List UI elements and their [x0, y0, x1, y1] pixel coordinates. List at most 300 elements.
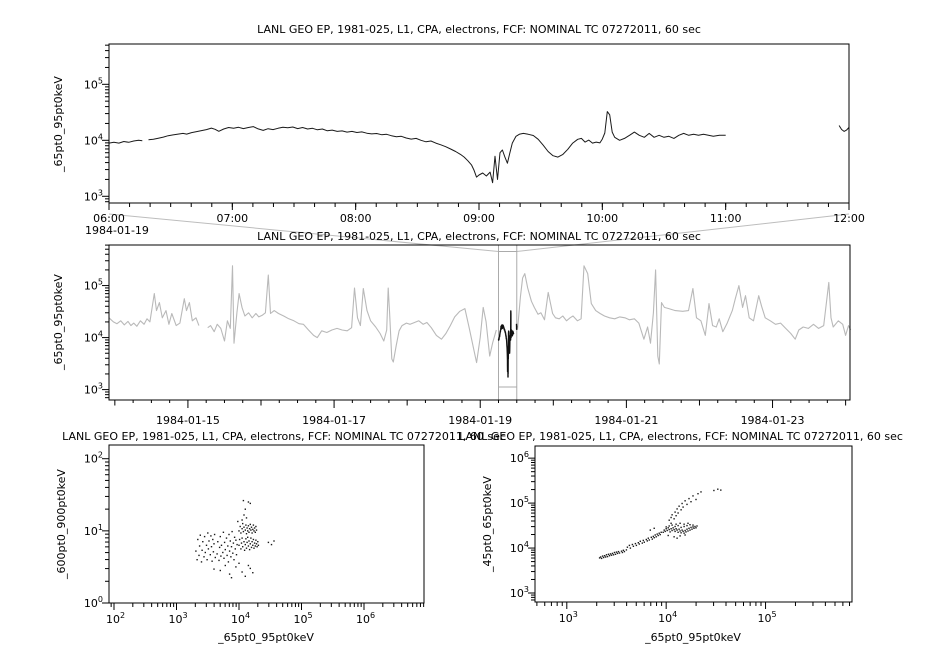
- scatter-point: [672, 527, 673, 528]
- scatter-point: [630, 547, 631, 548]
- scatter-point: [252, 529, 253, 530]
- panel-top-timeseries: [52, 23, 865, 237]
- scatter-point: [248, 525, 249, 526]
- scatter-point: [253, 530, 254, 531]
- scatter-point: [600, 556, 601, 557]
- scatter-point: [616, 551, 617, 552]
- scatter-point: [623, 550, 624, 551]
- scatter-point: [636, 545, 637, 546]
- scatter-point: [604, 555, 605, 556]
- scatter-point: [642, 542, 643, 543]
- scatter-point: [607, 556, 608, 557]
- scatter-point: [626, 549, 627, 550]
- scatter-point: [258, 545, 259, 546]
- x-tick-label: 1984-01-23: [740, 414, 805, 427]
- scatter-point: [663, 532, 664, 533]
- scatter-point: [244, 550, 245, 551]
- scatter-point: [213, 543, 214, 544]
- scatter-point: [695, 527, 696, 528]
- scatter-point: [683, 533, 684, 534]
- scatter-point: [682, 531, 683, 532]
- y-tick-label: $10^6$: [509, 450, 529, 466]
- scatter-point: [253, 539, 254, 540]
- scatter-point: [246, 517, 247, 518]
- x-tick-label: 1984-01-17: [302, 414, 367, 427]
- x-tick-label: $10^3$: [558, 610, 578, 625]
- scatter-point: [680, 527, 681, 528]
- scatter-point: [239, 539, 240, 540]
- scatter-point: [246, 548, 247, 549]
- scatter-point: [700, 491, 701, 492]
- scatter-point: [227, 545, 228, 546]
- y-axis-label: _65pt0_95pt0keV: [52, 76, 65, 172]
- scatter-point: [669, 529, 670, 530]
- scatter-point: [679, 535, 680, 536]
- scatter-point: [713, 490, 714, 491]
- scatter-point: [241, 528, 242, 529]
- scatter-point: [689, 524, 690, 525]
- x-tick-label: 08:00: [339, 212, 372, 225]
- top-timeseries-plot-area[interactable]: [109, 44, 849, 203]
- scatter-point: [243, 531, 244, 532]
- scatter-point: [224, 542, 225, 543]
- x-tick-label: $10^6$: [356, 611, 376, 626]
- scatter-point: [235, 540, 236, 541]
- scatter-point: [686, 504, 687, 505]
- scatter-point: [233, 542, 234, 543]
- x-tick-label: 1984-01-19: [448, 414, 513, 427]
- scatter-point: [657, 533, 658, 534]
- scatter-point: [201, 550, 202, 551]
- y-axis-label: _600pt0_900pt0keV: [55, 469, 68, 579]
- scatter-point: [684, 534, 685, 535]
- scatter-point: [242, 523, 243, 524]
- scatter-point: [650, 529, 651, 530]
- scatter-point: [688, 498, 689, 499]
- scatter-point: [236, 554, 237, 555]
- scatter-point: [248, 565, 249, 566]
- scatter-point: [654, 537, 655, 538]
- scatter-point: [205, 552, 206, 553]
- scatter-point: [206, 545, 207, 546]
- scatter-point: [204, 536, 205, 537]
- scatter-point: [646, 539, 647, 540]
- scatter-point: [696, 525, 697, 526]
- scatter-point: [200, 535, 201, 536]
- scatter-point: [218, 560, 219, 561]
- scatter-point: [673, 518, 674, 519]
- data-series-line: [109, 294, 199, 327]
- scatter-point: [670, 528, 671, 529]
- scatter-point: [651, 537, 652, 538]
- scatter-point: [684, 530, 685, 531]
- x-tick-label: 12:00: [833, 212, 865, 225]
- scatter-point: [676, 529, 677, 530]
- scatter-point: [240, 526, 241, 527]
- scatter-point: [677, 512, 678, 513]
- scatter-point: [666, 526, 667, 527]
- x-tick-label: 1984-01-15: [155, 414, 220, 427]
- scatter-point: [676, 538, 677, 539]
- scatter-point: [675, 515, 676, 516]
- scatter-point: [717, 489, 718, 490]
- scatter-point: [679, 523, 680, 524]
- scatter-point: [248, 540, 249, 541]
- scatter-point: [624, 551, 625, 552]
- scatter-point: [682, 506, 683, 507]
- scatter-point: [256, 546, 257, 547]
- y-tick-label: $10^4$: [83, 329, 103, 345]
- scatter-point: [240, 548, 241, 549]
- scatter-point: [238, 563, 239, 564]
- scatter-point: [254, 542, 255, 543]
- scatter-point: [644, 542, 645, 543]
- scatter-point: [691, 529, 692, 530]
- scatter-point: [720, 489, 721, 490]
- scatter-point: [210, 554, 211, 555]
- scatter-point: [667, 530, 668, 531]
- scatter-point: [243, 514, 244, 515]
- scatter-point: [685, 531, 686, 532]
- scatter-point: [686, 525, 687, 526]
- scatter-point: [255, 540, 256, 541]
- scatter-point: [605, 556, 606, 557]
- scatter-point: [254, 527, 255, 528]
- scatter-point: [627, 547, 628, 548]
- scatter-point: [203, 556, 204, 557]
- scatter-point: [687, 530, 688, 531]
- scatter-point: [220, 555, 221, 556]
- scatter-point: [226, 537, 227, 538]
- scatter-point: [619, 552, 620, 553]
- x-axis-label: _65pt0_95pt0keV: [645, 631, 741, 644]
- scatter-point: [251, 547, 252, 548]
- scatter-point: [251, 532, 252, 533]
- scatter-point: [677, 525, 678, 526]
- scatter-point: [211, 546, 212, 547]
- scatter-point: [237, 521, 238, 522]
- scatter-point: [250, 568, 251, 569]
- scatter-point: [231, 546, 232, 547]
- scatter-point: [246, 542, 247, 543]
- scatter-point: [230, 556, 231, 557]
- scatter-point: [629, 545, 630, 546]
- scatter-point: [674, 511, 675, 512]
- scatter-point: [639, 543, 640, 544]
- y-tick-label: $10^3$: [509, 585, 529, 601]
- y-tick-label: $10^1$: [83, 522, 103, 538]
- scatter-point: [611, 555, 612, 556]
- x-tick-label: 07:00: [216, 212, 249, 225]
- scatter-point: [228, 534, 229, 535]
- scatter-point: [217, 541, 218, 542]
- scatter-point: [231, 531, 232, 532]
- y-tick-label: $10^0$: [83, 595, 103, 610]
- scatter-point: [671, 514, 672, 515]
- scatter-point: [202, 541, 203, 542]
- scatter-point: [223, 532, 224, 533]
- y-axis-label: _65pt0_95pt0keV: [52, 274, 65, 370]
- scatter-point: [681, 503, 682, 504]
- scatter-point: [251, 541, 252, 542]
- scatter-point: [208, 540, 209, 541]
- panel-title: LANL GEO EP, 1981-025, L1, CPA, electrons, FCF: NOMINAL TC 07272011, 60 sec: [257, 23, 701, 36]
- scatter-point: [676, 508, 677, 509]
- x-tick-label: 09:00: [463, 212, 495, 225]
- scatter-point: [234, 537, 235, 538]
- scatter-points: [599, 489, 722, 560]
- scatter-point: [697, 493, 698, 494]
- scatter-point: [249, 549, 250, 550]
- data-series-line: [109, 140, 142, 143]
- scatter-point: [225, 549, 226, 550]
- scatter-point: [243, 500, 244, 501]
- scatter-point: [664, 529, 665, 530]
- scatter-point: [659, 533, 660, 534]
- panel-context-timeseries: [52, 230, 851, 427]
- scatter-point: [693, 528, 694, 529]
- scatter-point: [613, 554, 614, 555]
- scatter-point: [213, 551, 214, 552]
- scatter-point: [688, 528, 689, 529]
- x-tick-label: 06:00: [93, 212, 125, 225]
- scatter-point: [256, 543, 257, 544]
- scatter-point: [622, 552, 623, 553]
- scatter-point: [609, 555, 610, 556]
- scatter-point: [601, 558, 602, 559]
- x-tick-label: $10^4$: [231, 611, 251, 626]
- scatter-point: [268, 542, 269, 543]
- scatter-point: [653, 536, 654, 537]
- scatter-point: [233, 559, 234, 560]
- scatter-point: [210, 535, 211, 536]
- scatter-600-900-plot-area[interactable]: [109, 445, 424, 603]
- scatter-point: [238, 530, 239, 531]
- scatter-point: [612, 553, 613, 554]
- scatter-point: [255, 532, 256, 533]
- scatter-point: [223, 558, 224, 559]
- scatter-point: [211, 561, 212, 562]
- data-series-line: [499, 338, 500, 341]
- scatter-point: [684, 500, 685, 501]
- panel-title: LANL GEO EP, 1981-025, L1, CPA, electrons, FCF: NOMINAL TC 07272011, 60 sec: [459, 430, 903, 443]
- scatter-point: [273, 540, 274, 541]
- data-series-line: [839, 126, 849, 132]
- scatter-point: [658, 535, 659, 536]
- scatter-point: [635, 543, 636, 544]
- scatter-point: [236, 544, 237, 545]
- scatter-point: [252, 545, 253, 546]
- scatter-point: [656, 536, 657, 537]
- scatter-point: [238, 545, 239, 546]
- scatter-point: [212, 539, 213, 540]
- scatter-point: [680, 509, 681, 510]
- scatter-point: [197, 539, 198, 540]
- y-tick-label: $10^4$: [83, 132, 103, 148]
- scatter-point: [247, 530, 248, 531]
- scatter-point: [213, 568, 214, 569]
- scatter-point: [670, 517, 671, 518]
- scatter-point: [225, 565, 226, 566]
- data-series-line: [518, 266, 851, 364]
- scatter-point: [248, 501, 249, 502]
- scatter-point: [617, 553, 618, 554]
- scatter-point: [229, 550, 230, 551]
- scatter-point: [669, 531, 670, 532]
- scatter-point: [245, 538, 246, 539]
- scatter-point: [245, 529, 246, 530]
- scatter-point: [250, 503, 251, 504]
- scatter-point: [681, 529, 682, 530]
- scatter-point: [257, 541, 258, 542]
- scatter-point: [606, 554, 607, 555]
- x-axis-label: _65pt0_95pt0keV: [218, 631, 314, 644]
- scatter-point: [669, 520, 670, 521]
- scatter-point: [638, 542, 639, 543]
- context-timeseries-plot-area[interactable]: [109, 245, 850, 400]
- scatter-point: [683, 526, 684, 527]
- scatter-point: [654, 528, 655, 529]
- y-axis-label: _45pt0_65pt0keV: [481, 476, 494, 572]
- scatter-point: [232, 553, 233, 554]
- x-tick-label: 11:00: [709, 212, 742, 225]
- scatter-point: [250, 543, 251, 544]
- scatter-point: [660, 534, 661, 535]
- scatter-point: [219, 547, 220, 548]
- scatter-points: [195, 500, 274, 579]
- scatter-point: [610, 553, 611, 554]
- scatter-point: [633, 546, 634, 547]
- scatter-point: [671, 530, 672, 531]
- scatter-point: [235, 566, 236, 567]
- scatter-45-65-plot-area[interactable]: [535, 446, 852, 602]
- scatter-point: [692, 524, 693, 525]
- scatter-point: [674, 531, 675, 532]
- scatter-point: [618, 551, 619, 552]
- scatter-point: [216, 553, 217, 554]
- scatter-point: [226, 555, 227, 556]
- x-tick-label: 10:00: [586, 212, 619, 225]
- scatter-point: [673, 529, 674, 530]
- scatter-point: [215, 557, 216, 558]
- scatter-point: [220, 570, 221, 571]
- scatter-point: [675, 528, 676, 529]
- y-tick-label: $10^5$: [83, 277, 103, 293]
- scatter-point: [243, 527, 244, 528]
- scatter-point: [246, 527, 247, 528]
- scatter-point: [255, 545, 256, 546]
- scatter-point: [649, 539, 650, 540]
- scatter-point: [677, 532, 678, 533]
- scatter-point: [678, 529, 679, 530]
- y-tick-label: $10^5$: [83, 76, 103, 92]
- data-series-line: [149, 112, 726, 183]
- scatter-point: [640, 541, 641, 542]
- scatter-point: [615, 554, 616, 555]
- scatter-point: [655, 534, 656, 535]
- panel-title: LANL GEO EP, 1981-025, L1, CPA, electrons, FCF: NOMINAL TC 07272011, 60 sec: [62, 430, 506, 443]
- scatter-point: [230, 540, 231, 541]
- scatter-point: [602, 555, 603, 556]
- scatter-point: [250, 537, 251, 538]
- scatter-point: [208, 548, 209, 549]
- scatter-point: [683, 524, 684, 525]
- data-series-line: [500, 311, 514, 377]
- scatter-point: [687, 523, 688, 524]
- scatter-point: [231, 577, 232, 578]
- y-tick-label: $10^2$: [83, 450, 103, 466]
- scatter-point: [665, 531, 666, 532]
- scatter-point: [608, 554, 609, 555]
- scatter-point: [674, 526, 675, 527]
- scatter-point: [690, 501, 691, 502]
- x-tick-label: $10^2$: [106, 611, 126, 626]
- x-tick-label: $10^5$: [293, 611, 313, 626]
- scatter-point: [201, 561, 202, 562]
- scatter-point: [250, 529, 251, 530]
- scatter-point: [229, 573, 230, 574]
- y-tick-label: $10^5$: [509, 495, 529, 511]
- scatter-point: [251, 527, 252, 528]
- scatter-point: [692, 526, 693, 527]
- scatter-point: [243, 541, 244, 542]
- scatter-point: [245, 544, 246, 545]
- scatter-point: [666, 528, 667, 529]
- scatter-point: [668, 527, 669, 528]
- scatter-point: [661, 532, 662, 533]
- panel-title: LANL GEO EP, 1981-025, L1, CPA, electrons, FCF: NOMINAL TC 07272011, 60 sec: [257, 230, 701, 243]
- scatter-point: [249, 528, 250, 529]
- scatter-point: [241, 571, 242, 572]
- scatter-point: [668, 535, 669, 536]
- x-tick-label: $10^4$: [658, 610, 678, 625]
- scatter-point: [247, 537, 248, 538]
- scatter-point: [228, 561, 229, 562]
- scatter-point: [196, 559, 197, 560]
- y-tick-label: $10^4$: [509, 540, 529, 556]
- scatter-point: [690, 527, 691, 528]
- scatter-point: [252, 572, 253, 573]
- scatter-point: [245, 509, 246, 510]
- scatter-point: [222, 552, 223, 553]
- scatter-point: [678, 506, 679, 507]
- x-axis-datum-label: 1984-01-19: [85, 224, 149, 237]
- scatter-point: [680, 532, 681, 533]
- scatter-point: [603, 557, 604, 558]
- x-tick-label: $10^3$: [168, 611, 188, 626]
- scatter-point: [255, 526, 256, 527]
- scatter-point: [686, 529, 687, 530]
- scatter-point: [256, 529, 257, 530]
- scatter-point: [246, 533, 247, 534]
- scatter-point: [643, 540, 644, 541]
- panel-scatter-600-900: [55, 430, 506, 644]
- scatter-point: [198, 555, 199, 556]
- scatter-point: [206, 559, 207, 560]
- scatter-point: [621, 551, 622, 552]
- scatter-point: [671, 524, 672, 525]
- y-tick-label: $10^3$: [83, 381, 103, 397]
- scatter-point: [221, 545, 222, 546]
- scatter-point: [632, 544, 633, 545]
- scatter-point: [253, 524, 254, 525]
- scatter-point: [207, 532, 208, 533]
- scatter-point: [245, 524, 246, 525]
- scatter-point: [673, 536, 674, 537]
- scatter-point: [241, 542, 242, 543]
- scatter-point: [253, 548, 254, 549]
- scatter-point: [271, 544, 272, 545]
